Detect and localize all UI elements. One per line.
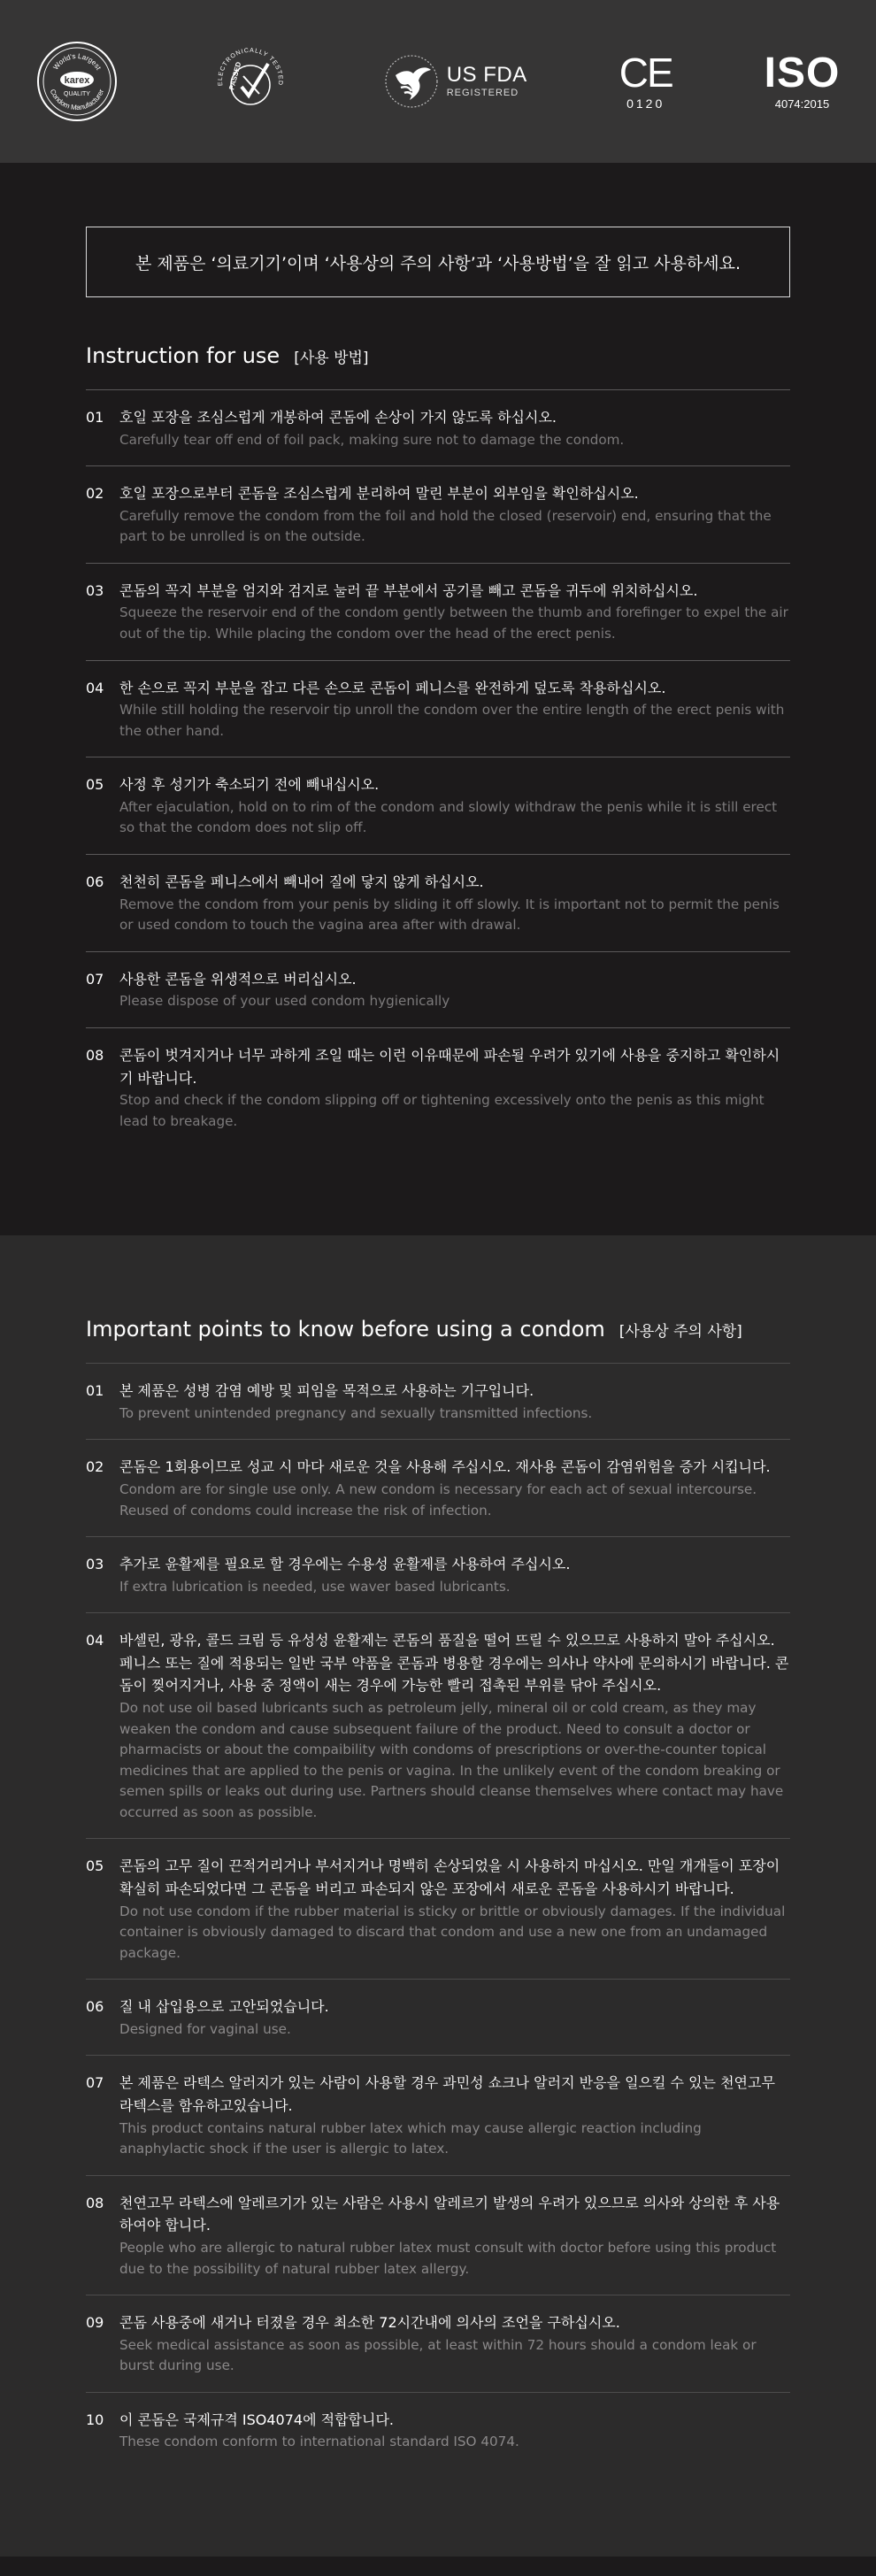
karex-quality-seal <box>36 41 118 122</box>
hhs-eagle-icon <box>383 49 440 114</box>
list-item <box>86 2392 790 2468</box>
item-text-en: Condom are for single use only. A new condom is necessary for each act of sexual intercourse. Reused of condoms could increase the risk of infection. <box>119 1480 757 1519</box>
item-text-ko: 사용한 콘돔을 위생적으로 버리십시오. <box>119 970 357 988</box>
item-text-en: Do not use condom if the rubber material is sticky or brittle or obviously damages. If the individual container is obviously damaged to discard that condom and use a new one from an undamaged package. <box>119 1903 786 1961</box>
svg-text:World's Largest <box>51 52 103 72</box>
list-item <box>86 1979 790 2055</box>
item-text-en: These condom conform to international standard ISO 4074. <box>119 2434 519 2450</box>
tested-seal-icon <box>210 41 291 122</box>
karex-brand-text: karex <box>64 75 90 86</box>
item-text-ko: 천연고무 라텍스에 알레르기가 있는 사람은 사용시 알레르기 발생의 우려가 있으므로 의사와 상의한 후 사용하여야 합니다. <box>119 2194 780 2234</box>
item-text-en: Remove the condom from your penis by sliding it off slowly. It is important not to permit the penis or used condom to touch the vagina area after with drawal. <box>119 896 780 934</box>
item-text-en: Squeeze the reservoir end of the condom gently between the thumb and forefinger to expel the air out of the tip. While placing the condom over the head of the erect penis. <box>119 604 788 642</box>
item-body <box>119 2192 790 2280</box>
instructions-heading <box>86 343 790 368</box>
precautions-list <box>86 1363 790 2468</box>
item-text-en: This product contains natural rubber latex which may cause allergic reaction including anaphylactic shock if the user is allergic to latex. <box>119 2119 702 2157</box>
item-text-en: Carefully tear off end of foil pack, making sure not to damage the condom. <box>119 431 625 448</box>
precautions-section <box>0 1235 876 2557</box>
list-item <box>86 757 790 854</box>
item-number: 07 <box>86 2074 104 2092</box>
item-text-ko: 본 제품은 라텍스 알러지가 있는 사람이 사용할 경우 과민성 쇼크나 알러지 반응을 일으킬 수 있는 천연고무 라텍스를 함유하고있습니다. <box>119 2074 775 2115</box>
karex-top-text: World's Largest <box>51 51 103 72</box>
item-text-en: People who are allergic to natural rubber latex must consult with doctor before using this product due to the possibility of natural rubber latex allergy. <box>119 2239 777 2277</box>
karex-seal-icon <box>36 41 118 122</box>
item-body <box>119 1629 790 1823</box>
electronically-tested-seal <box>210 41 291 122</box>
item-number: 02 <box>86 485 104 503</box>
usage-notice: 본 제품은 ‘의료기기’이며 ‘사용상의 주의 사항’과 ‘사용방법’을 잘 읽고 사용하세요. <box>86 227 790 297</box>
list-item <box>86 1363 790 1439</box>
item-number: 08 <box>86 2194 104 2211</box>
item-text-ko: 바셀린, 광유, 콜드 크림 등 유성성 윤활제는 콘돔의 품질을 떨어 뜨릴 수 있으므로 사용하지 말아 주십시오. 페니스 또는 질에 적용되는 일반 국부 약품을 콘돔과 병용할 경우에는 의사나 약사에 문의하시기 바랍니다. 콘돔이 찢어지거나, 사용 중 정액이 새는 경우에 가능한 빨리 접촉된 부위를 닦아 주십시오. <box>119 1632 789 1695</box>
item-text-en: Do not use oil based lubricants such as petroleum jelly, mineral oil or cold cream, as they may weaken the condom and cause subsequent failure of the product. Need to consult a doctor or pharmacists or about the compaibility with condoms of prescriptions or over-the-counter topical medicines that are applied to the penis or vagina. In the unlikely event of the condom breaking or semen spills or leaks out during use. Partners should cleanse themselves where contact may have occurred as soon as possible. <box>119 1700 784 1820</box>
item-number: 05 <box>86 1857 104 1875</box>
instructions-list <box>86 389 790 1147</box>
item-text-ko: 이 콘돔은 국제규격 ISO4074에 적합합니다. <box>119 2411 395 2428</box>
item-body <box>119 677 790 742</box>
list-item <box>86 1536 790 1612</box>
list-item <box>86 854 790 951</box>
list-item <box>86 465 790 563</box>
item-body <box>119 1855 790 1964</box>
list-item <box>86 1838 790 1979</box>
item-text-ko: 콘돔의 꼭지 부분을 엄지와 검지로 눌러 끝 부분에서 공기를 빼고 콘돔을 귀두에 위치하십시오. <box>119 581 698 599</box>
item-text-en: While still holding the reservoir tip unroll the condom over the entire length of the erect penis with the other hand. <box>119 702 785 739</box>
item-text-en: After ejaculation, hold on to rim of the condom and slowly withdraw the penis while it is still erect so that the condom does not slip off. <box>119 798 778 836</box>
item-number: 01 <box>86 1382 104 1400</box>
iso-logo: ISO <box>764 50 841 96</box>
item-number: 01 <box>86 409 104 426</box>
list-item <box>86 1439 790 1536</box>
item-number: 06 <box>86 1998 104 2016</box>
fda-title: US FDA <box>446 63 527 87</box>
item-text-ko: 호일 포장을 조심스럽게 개봉하여 콘돔에 손상이 가지 않도록 하십시오. <box>119 409 557 426</box>
item-body <box>119 1044 790 1132</box>
tested-ring-text: ELECTRONICALLY TESTED <box>217 47 283 87</box>
list-item <box>86 951 790 1027</box>
svg-text:ELECTRONICALLY TESTED <box>218 48 283 87</box>
item-text-ko: 질 내 삽입용으로 고안되었습니다. <box>119 1998 329 2016</box>
instructions-title-ko: [사용 방법] <box>294 350 369 367</box>
ce-logo: CE <box>619 50 672 96</box>
item-text-ko: 본 제품은 성병 감염 예방 및 피임을 목적으로 사용하는 기구입니다. <box>119 1382 534 1400</box>
item-text-ko: 콘돔이 벗겨지거나 너무 과하게 조일 때는 이런 이유때문에 파손될 우려가 있기에 사용을 중지하고 확인하시기 바랍니다. <box>119 1046 780 1087</box>
item-body <box>119 1380 790 1424</box>
item-body <box>119 1995 790 2040</box>
precautions-title-ko: [사용상 주의 사항] <box>619 1323 742 1342</box>
fda-registered-mark <box>383 49 527 114</box>
precautions-title-en: Important points to know before using a condom <box>86 1317 605 1342</box>
ce-number: 0120 <box>626 96 665 111</box>
item-number: 02 <box>86 1458 104 1476</box>
item-body <box>119 406 790 450</box>
list-item <box>86 1612 790 1838</box>
item-text-en: Stop and check if the condom slipping off or tightening excessively onto the penis as this might lead to breakage. <box>119 1092 765 1129</box>
precautions-heading <box>86 1317 790 1342</box>
item-number: 03 <box>86 1556 104 1573</box>
item-text-ko: 콘돔의 고무 질이 끈적거리거나 부서지거나 명백히 손상되었을 시 사용하지 마십시오. 만일 개개들이 포장이 확실히 파손되었다면 그 콘돔을 버리고 파손되지 않은 포장에서 새로운 콘돔을 사용하시기 바랍니다. <box>119 1857 780 1897</box>
tested-passed-text: PASSED <box>227 60 242 91</box>
item-text-ko: 호일 포장으로부터 콘돔을 조심스럽게 분리하여 말린 부분이 외부임을 확인하십시오. <box>119 485 639 503</box>
list-item <box>86 2295 790 2392</box>
item-text-ko: 추가로 윤활제를 필요로 할 경우에는 수용성 윤활제를 사용하여 주십시오. <box>119 1556 571 1573</box>
item-text-en: Please dispose of your used condom hygienically <box>119 993 450 1010</box>
item-body <box>119 1553 790 1597</box>
item-body <box>119 2311 790 2377</box>
item-number: 04 <box>86 679 104 696</box>
item-body <box>119 968 790 1012</box>
item-text-ko: 한 손으로 꼭지 부분을 잡고 다른 손으로 콘돔이 페니스를 완전하게 덮도록 착용하십시오. <box>119 679 666 696</box>
item-text-ko: 콘돔은 1회용이므로 성교 시 마다 새로운 것을 사용해 주십시오. 재사용 콘돔이 감염위험을 증가 시킵니다. <box>119 1458 771 1476</box>
item-body <box>119 871 790 936</box>
item-text-ko: 사정 후 성기가 축소되기 전에 빼내십시오. <box>119 776 380 794</box>
certification-bar <box>0 0 876 163</box>
item-body <box>119 580 790 645</box>
item-number: 06 <box>86 873 104 891</box>
list-item <box>86 1027 790 1147</box>
iso-mark <box>765 52 841 111</box>
fda-subtitle: REGISTERED <box>446 88 519 98</box>
item-body <box>119 2072 790 2159</box>
item-number: 07 <box>86 970 104 988</box>
item-text-en: Designed for vaginal use. <box>119 2020 291 2037</box>
item-number: 03 <box>86 581 104 599</box>
item-number: 09 <box>86 2314 104 2332</box>
instructions-section <box>0 163 876 1235</box>
item-text-en: If extra lubrication is needed, use waver based lubricants. <box>119 1578 511 1595</box>
list-item <box>86 2175 790 2295</box>
karex-bottom-text: Condom Manufacturer <box>48 88 105 112</box>
list-item <box>86 2055 790 2174</box>
instructions-title-en: Instruction for use <box>86 343 280 368</box>
karex-quality-text: QUALITY <box>63 91 90 97</box>
item-number: 10 <box>86 2411 104 2428</box>
item-body <box>119 482 790 548</box>
item-text-ko: 천천히 콘돔을 페니스에서 빼내어 질에 닿지 않게 하십시오. <box>119 873 484 891</box>
item-body <box>119 1456 790 1521</box>
item-body <box>119 2409 790 2453</box>
list-item <box>86 660 790 757</box>
ce-mark <box>619 52 672 111</box>
item-number: 05 <box>86 776 104 794</box>
list-item <box>86 563 790 660</box>
item-text-en: Seek medical assistance as soon as possible, at least within 72 hours should a condom leak or burst during use. <box>119 2336 757 2374</box>
item-text-ko: 콘돔 사용중에 새거나 터졌을 경우 최소한 72시간내에 의사의 조언을 구하십시오. <box>119 2314 620 2332</box>
list-item <box>86 389 790 465</box>
item-text-en: To prevent unintended pregnancy and sexually transmitted infections. <box>119 1404 593 1421</box>
item-number: 04 <box>86 1632 104 1649</box>
item-body <box>119 773 790 839</box>
iso-number: 4074:2015 <box>774 97 830 111</box>
item-text-en: Carefully remove the condom from the foil and hold the closed (reservoir) end, ensuring that the part to be unrolled is on the outside. <box>119 507 772 545</box>
item-number: 08 <box>86 1046 104 1064</box>
